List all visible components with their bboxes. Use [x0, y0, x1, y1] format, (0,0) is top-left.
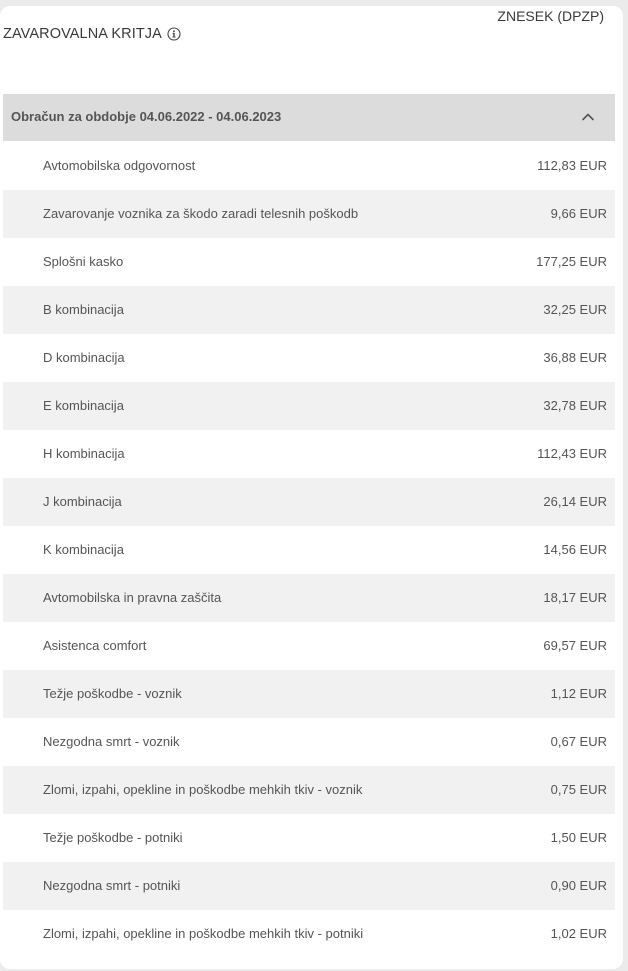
- coverage-row: [3, 670, 615, 718]
- coverage-row: [3, 718, 615, 766]
- coverage-row: [3, 286, 615, 334]
- coverage-label: Težje poškodbe - potniki: [43, 830, 183, 845]
- coverage-row: [3, 478, 615, 526]
- coverage-amount: 177,25 EUR: [536, 254, 607, 269]
- coverage-amount: 0,67 EUR: [550, 734, 607, 749]
- period-accordion-header[interactable]: [3, 94, 615, 141]
- coverage-label: H kombinacija: [43, 446, 125, 461]
- coverage-amount: 0,90 EUR: [550, 878, 607, 893]
- coverage-row: [3, 430, 615, 478]
- coverage-title: [3, 26, 181, 42]
- coverage-amount: 26,14 EUR: [543, 494, 607, 509]
- coverage-row: [3, 814, 615, 862]
- coverage-card: [0, 6, 623, 969]
- coverage-amount: 32,78 EUR: [543, 398, 607, 413]
- coverage-label: Zlomi, izpahi, opekline in poškodbe mehkih tkiv - voznik: [43, 782, 363, 797]
- coverage-title-text: ZAVAROVALNA KRITJA: [3, 26, 162, 42]
- coverage-amount: 18,17 EUR: [543, 590, 607, 605]
- coverage-amount: 36,88 EUR: [543, 350, 607, 365]
- coverage-label: Nezgodna smrt - voznik: [43, 734, 180, 749]
- coverage-amount: 1,12 EUR: [550, 686, 607, 701]
- coverage-label: Avtomobilska in pravna zaščita: [43, 590, 222, 605]
- coverage-amount: 112,83 EUR: [537, 158, 607, 173]
- coverage-label: Nezgodna smrt - potniki: [43, 878, 181, 893]
- coverage-label: K kombinacija: [43, 542, 124, 557]
- coverage-label: Splošni kasko: [43, 254, 124, 269]
- coverage-list: [3, 142, 615, 958]
- coverage-row: [3, 142, 615, 190]
- coverage-label: Avtomobilska odgovornost: [43, 158, 196, 173]
- coverage-label: D kombinacija: [43, 350, 125, 365]
- coverage-label: E kombinacija: [43, 398, 124, 413]
- coverage-label: Težje poškodbe - voznik: [43, 686, 182, 701]
- coverage-amount: 1,50 EUR: [550, 830, 607, 845]
- coverage-row: [3, 382, 615, 430]
- coverage-label: B kombinacija: [43, 302, 124, 317]
- coverage-label: Zavarovanje voznika za škodo zaradi telesnih poškodb: [43, 206, 359, 221]
- coverage-row: [3, 622, 615, 670]
- coverage-label: J kombinacija: [43, 494, 122, 509]
- coverage-row: [3, 910, 615, 958]
- coverage-row: [3, 334, 615, 382]
- coverage-amount: 32,25 EUR: [543, 302, 607, 317]
- coverage-row: [3, 238, 615, 286]
- coverage-label: Zlomi, izpahi, opekline in poškodbe mehkih tkiv - potniki: [43, 926, 364, 941]
- coverage-header: [0, 6, 623, 96]
- coverage-row: [3, 766, 615, 814]
- period-label: Obračun za obdobje 04.06.2022 - 04.06.2023: [11, 109, 282, 124]
- coverage-amount: 9,66 EUR: [550, 206, 607, 221]
- coverage-row: [3, 526, 615, 574]
- coverage-amount: 112,43 EUR: [537, 446, 607, 461]
- chevron-up-icon[interactable]: [581, 110, 595, 124]
- coverage-row: [3, 574, 615, 622]
- coverage-amount: 0,75 EUR: [550, 782, 607, 797]
- coverage-row: [3, 190, 615, 238]
- coverage-label: Asistenca comfort: [43, 638, 147, 653]
- coverage-amount: 14,56 EUR: [543, 542, 607, 557]
- amount-column-header: ZNESEK (DPZP): [497, 8, 604, 24]
- coverage-row: [3, 862, 615, 910]
- coverage-amount: 69,57 EUR: [543, 638, 607, 653]
- coverage-amount: 1,02 EUR: [550, 926, 607, 941]
- info-icon[interactable]: [167, 27, 181, 41]
